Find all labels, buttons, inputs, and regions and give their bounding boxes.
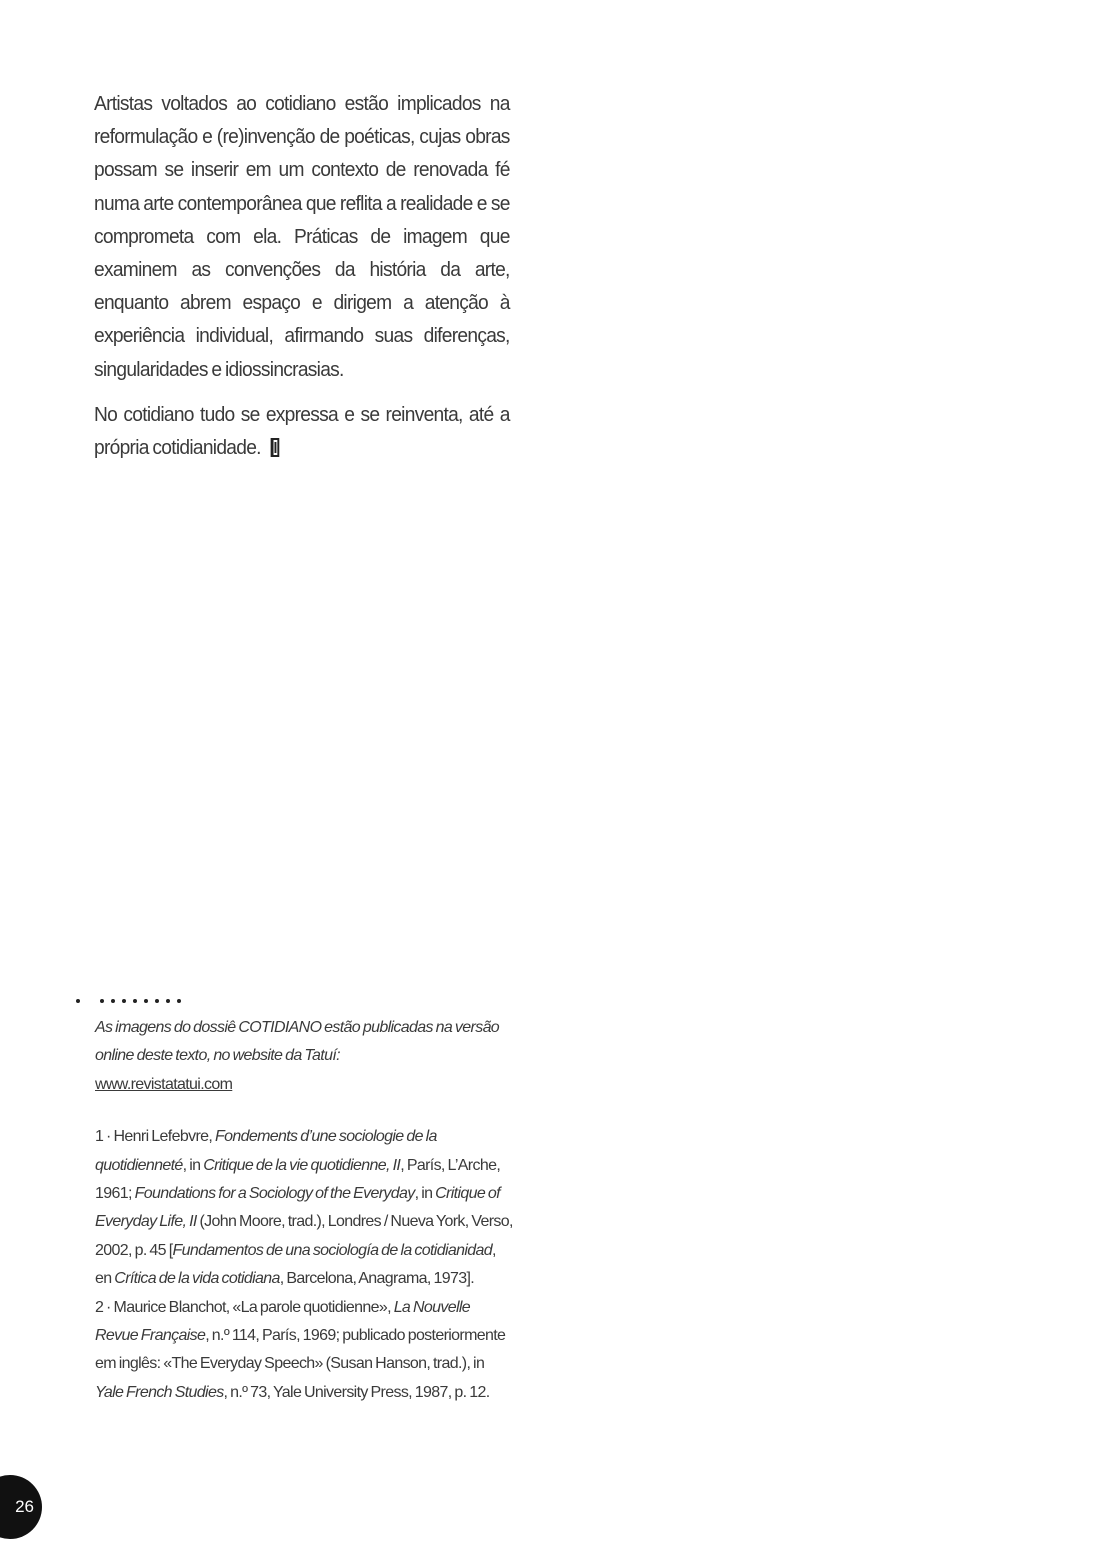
separator-dot [133,999,137,1003]
separator-dot [166,999,170,1003]
footnote-text: , in [182,1156,204,1174]
footnote-number: 2 · [95,1298,114,1316]
separator-dot [111,999,115,1003]
end-of-article-icon [270,438,279,457]
footnotes [95,1014,515,1407]
footnote-text: Maurice Blanchot, «La parole quotidienne», [113,1298,394,1316]
footnote-separator [74,996,184,1006]
image-credit-text: As imagens do dossiê COTIDIANO estão publicadas na versão online deste texto, no website da Tatuí: [95,1019,500,1065]
body-paragraph-2 [94,399,510,465]
footnote-title: Critique de la vie quotidienne, II [203,1156,401,1174]
footnote-title: Critique of Everyday Life, II [95,1185,500,1231]
separator-dot [76,999,80,1003]
footnote-text: (John Moore, trad.), Londres / Nueva York, Verso, 2002, p. 45 [ [95,1213,513,1259]
separator-dot [177,999,181,1003]
footnote-text: , París, L’Arche, 1961; [95,1156,501,1203]
footnote-number: 1 · [95,1128,114,1146]
separator-dot [100,999,104,1003]
footnote-title: Fundamentos de una sociología de la cotidianidad [172,1241,493,1259]
footnote-text: , en [95,1241,496,1288]
footnote-title: Foundations for a Sociology of the Everyday [134,1185,415,1203]
page-number: 26 [15,1497,34,1516]
body-text [94,88,510,477]
body-paragraph-2-text: No cotidiano tudo se expressa e se reinventa, até a própria cotidianidade. [94,403,510,460]
body-paragraph-1: Artistas voltados ao cotidiano estão implicados na reformulação e (re)invenção de poéticas, cujas obras possam se inserir em um contexto de renovada fé numa arte contemporânea que reflita a realidade e se comprometa com ela. Práticas de imagem que examinem as convenções da história da arte, enquanto abrem espaço e dirigem a atenção à experiência individual, afirmando suas diferenças, singularidades e idiossincrasias. [94,93,510,381]
footnote-text: , n.º 114, París, 1969; publicado posteriormente em inglês: «The Everyday Speech» (Susan Hanson, trad.), in [95,1327,506,1373]
website-link[interactable]: www.revistatatui.com [95,1075,233,1093]
footnote-1 [95,1123,515,1293]
footnote-text: , n.º 73, Yale University Press, 1987, p. 12. [223,1383,490,1401]
footnote-title: Yale French Studies [95,1383,224,1401]
footnote-title: Fondements d’une sociologie de la quotidienneté [95,1128,437,1174]
separator-dot [144,999,148,1003]
separator-dot [122,999,126,1003]
footnote-text: Henri Lefebvre, [113,1128,215,1146]
footnote-text: , Barcelona, Anagrama, 1973]. [279,1270,475,1288]
footnote-2 [95,1294,515,1408]
footnote-text: , in [414,1185,436,1203]
page-number-badge [0,1475,42,1539]
footnote-title: La Nouvelle Revue Française [95,1298,471,1345]
separator-dot [155,999,159,1003]
footnote-title: Crítica de la vida cotidiana [114,1270,280,1288]
image-credit [95,1014,515,1099]
